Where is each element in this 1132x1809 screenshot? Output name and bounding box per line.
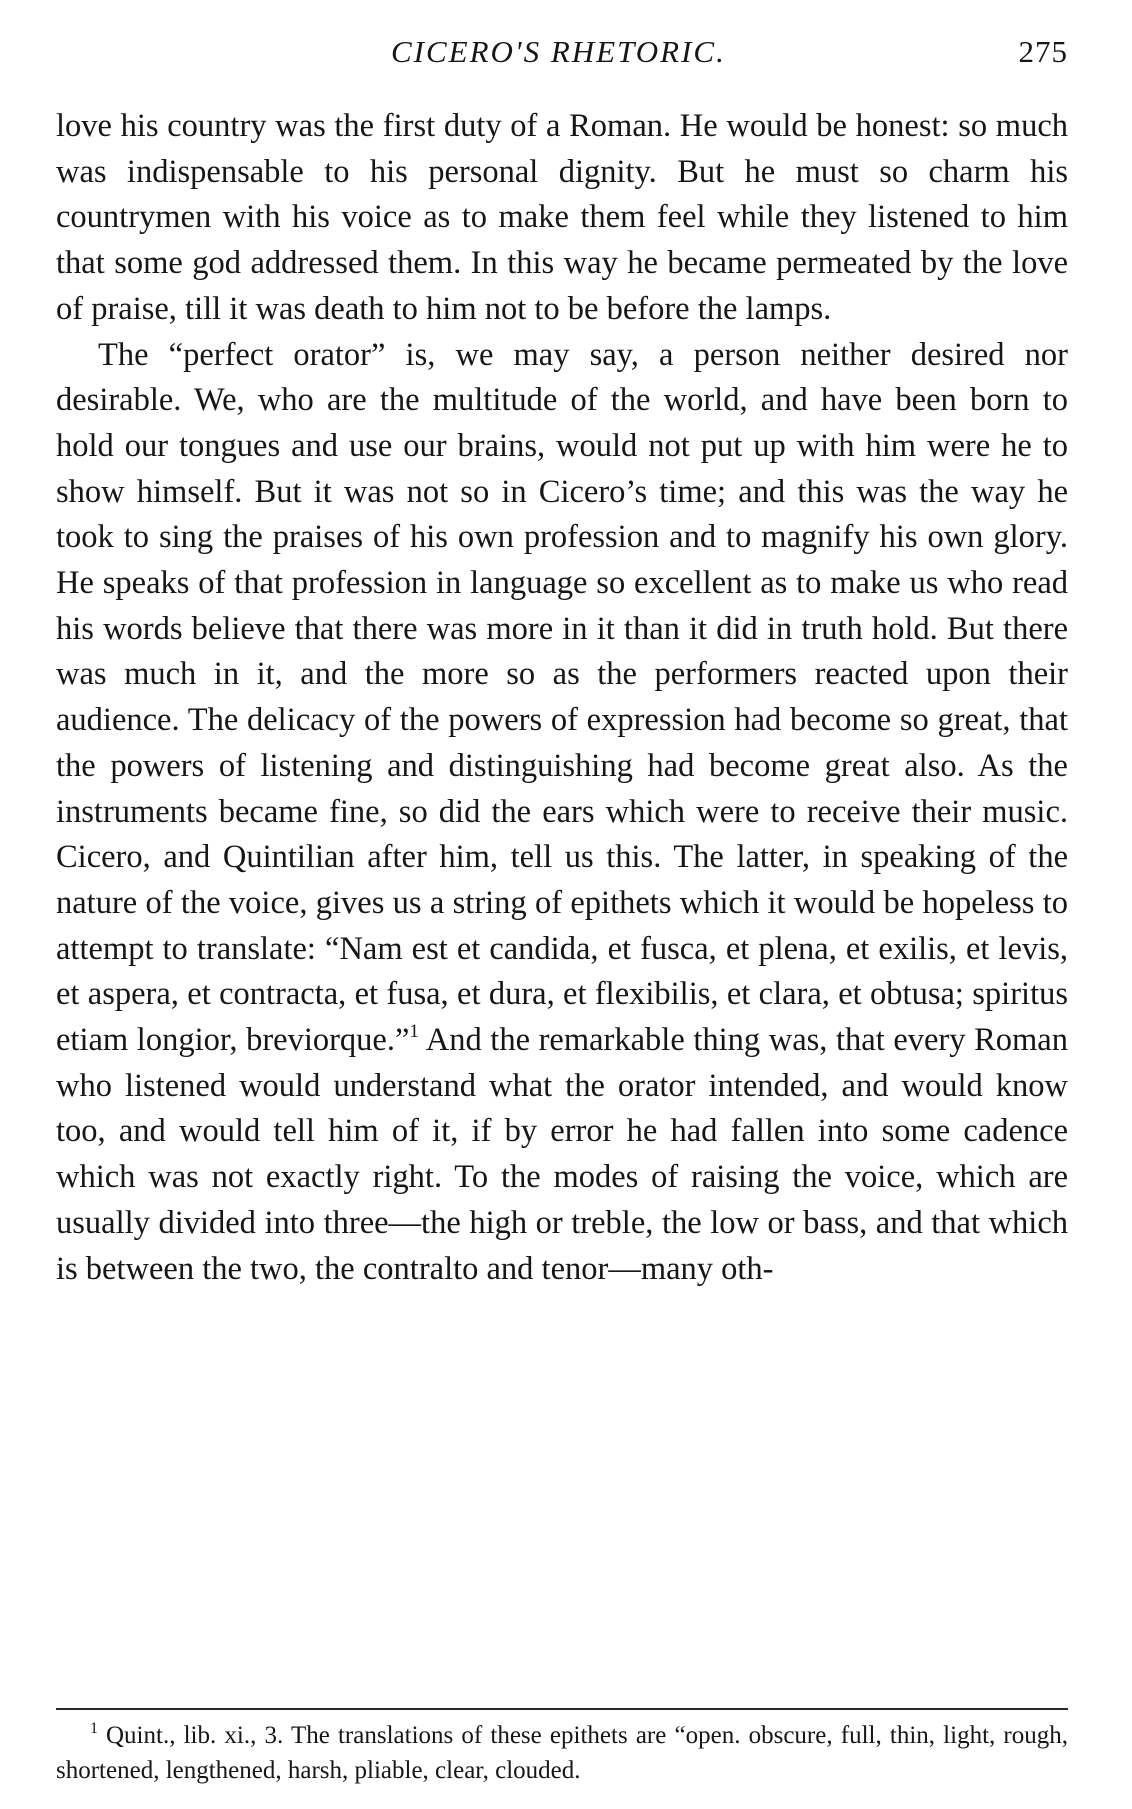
paragraph-2 [56, 333, 1068, 1293]
running-title: CICERO'S RHETORIC. [391, 34, 726, 69]
footnote-divider [56, 1708, 1068, 1710]
paragraph-2-part-1: The “perfect orator” is, we may say, a person neither desired nor desirable. We, who are the multitude of the world, and have been born to hold our tongues and use our brains, would not put up with him were he to show himself. But it was not so in Cicero’s time; and this was the way he took to sing the praises of his own profession and to magnify his own glory. He speaks of that profession in language so excellent as to make us who read his words believe that there was more in it than it did in truth hold. But there was much in it, and the more so as the performers reacted upon their audience. The delicacy of the powers of expression had become so great, that the powers of listening and distinguishing had become great also. As the instruments became fine, so did the ears which were to receive their music. Cicero, and Quintilian after him, tell us this. The latter, in speaking of the nature of the voice, gives us a string of epithets which it would be hopeless to attempt to translate: “Nam est et candida, et fusca, et plena, et exilis, et levis, et aspera, et contracta, et fusa, et dura, et flexibilis, et clara, et obtusa; spiritus etiam longior, breviorque.” [56, 336, 1068, 1059]
body-text [56, 104, 1068, 1292]
footnote [56, 1718, 1068, 1788]
paragraph-2-part-2: And the remarkable thing was, that every Roman who listened would understand what the orator intended, and would know too, and would tell him of it, if by error he had fallen into some cadence which was not exactly right. To the modes of raising the voice, which are usually divided into three—the high or treble, the low or bass, and that which is between the two, the contralto and tenor—many oth- [56, 1022, 1068, 1287]
page-header [56, 34, 1068, 78]
footnote-text: Quint., lib. xi., 3. The translations of these epithets are “open. obscure, full, thin, light, rough, shortened, lengthened, harsh, pliable, clear, clouded. [56, 1722, 1068, 1784]
footnote-reference[interactable]: 1 [409, 1021, 419, 1043]
page-number: 275 [1018, 34, 1068, 69]
footnote-marker: 1 [90, 1720, 98, 1737]
paragraph-1: love his country was the first duty of a Roman. He would be honest: so much was indispensable to his personal dignity. But he must so charm his countrymen with his voice as to make them feel while they listened to him that some god addressed them. In this way he became permeated by the love of praise, till it was death to him not to be before the lamps. [56, 108, 1068, 327]
